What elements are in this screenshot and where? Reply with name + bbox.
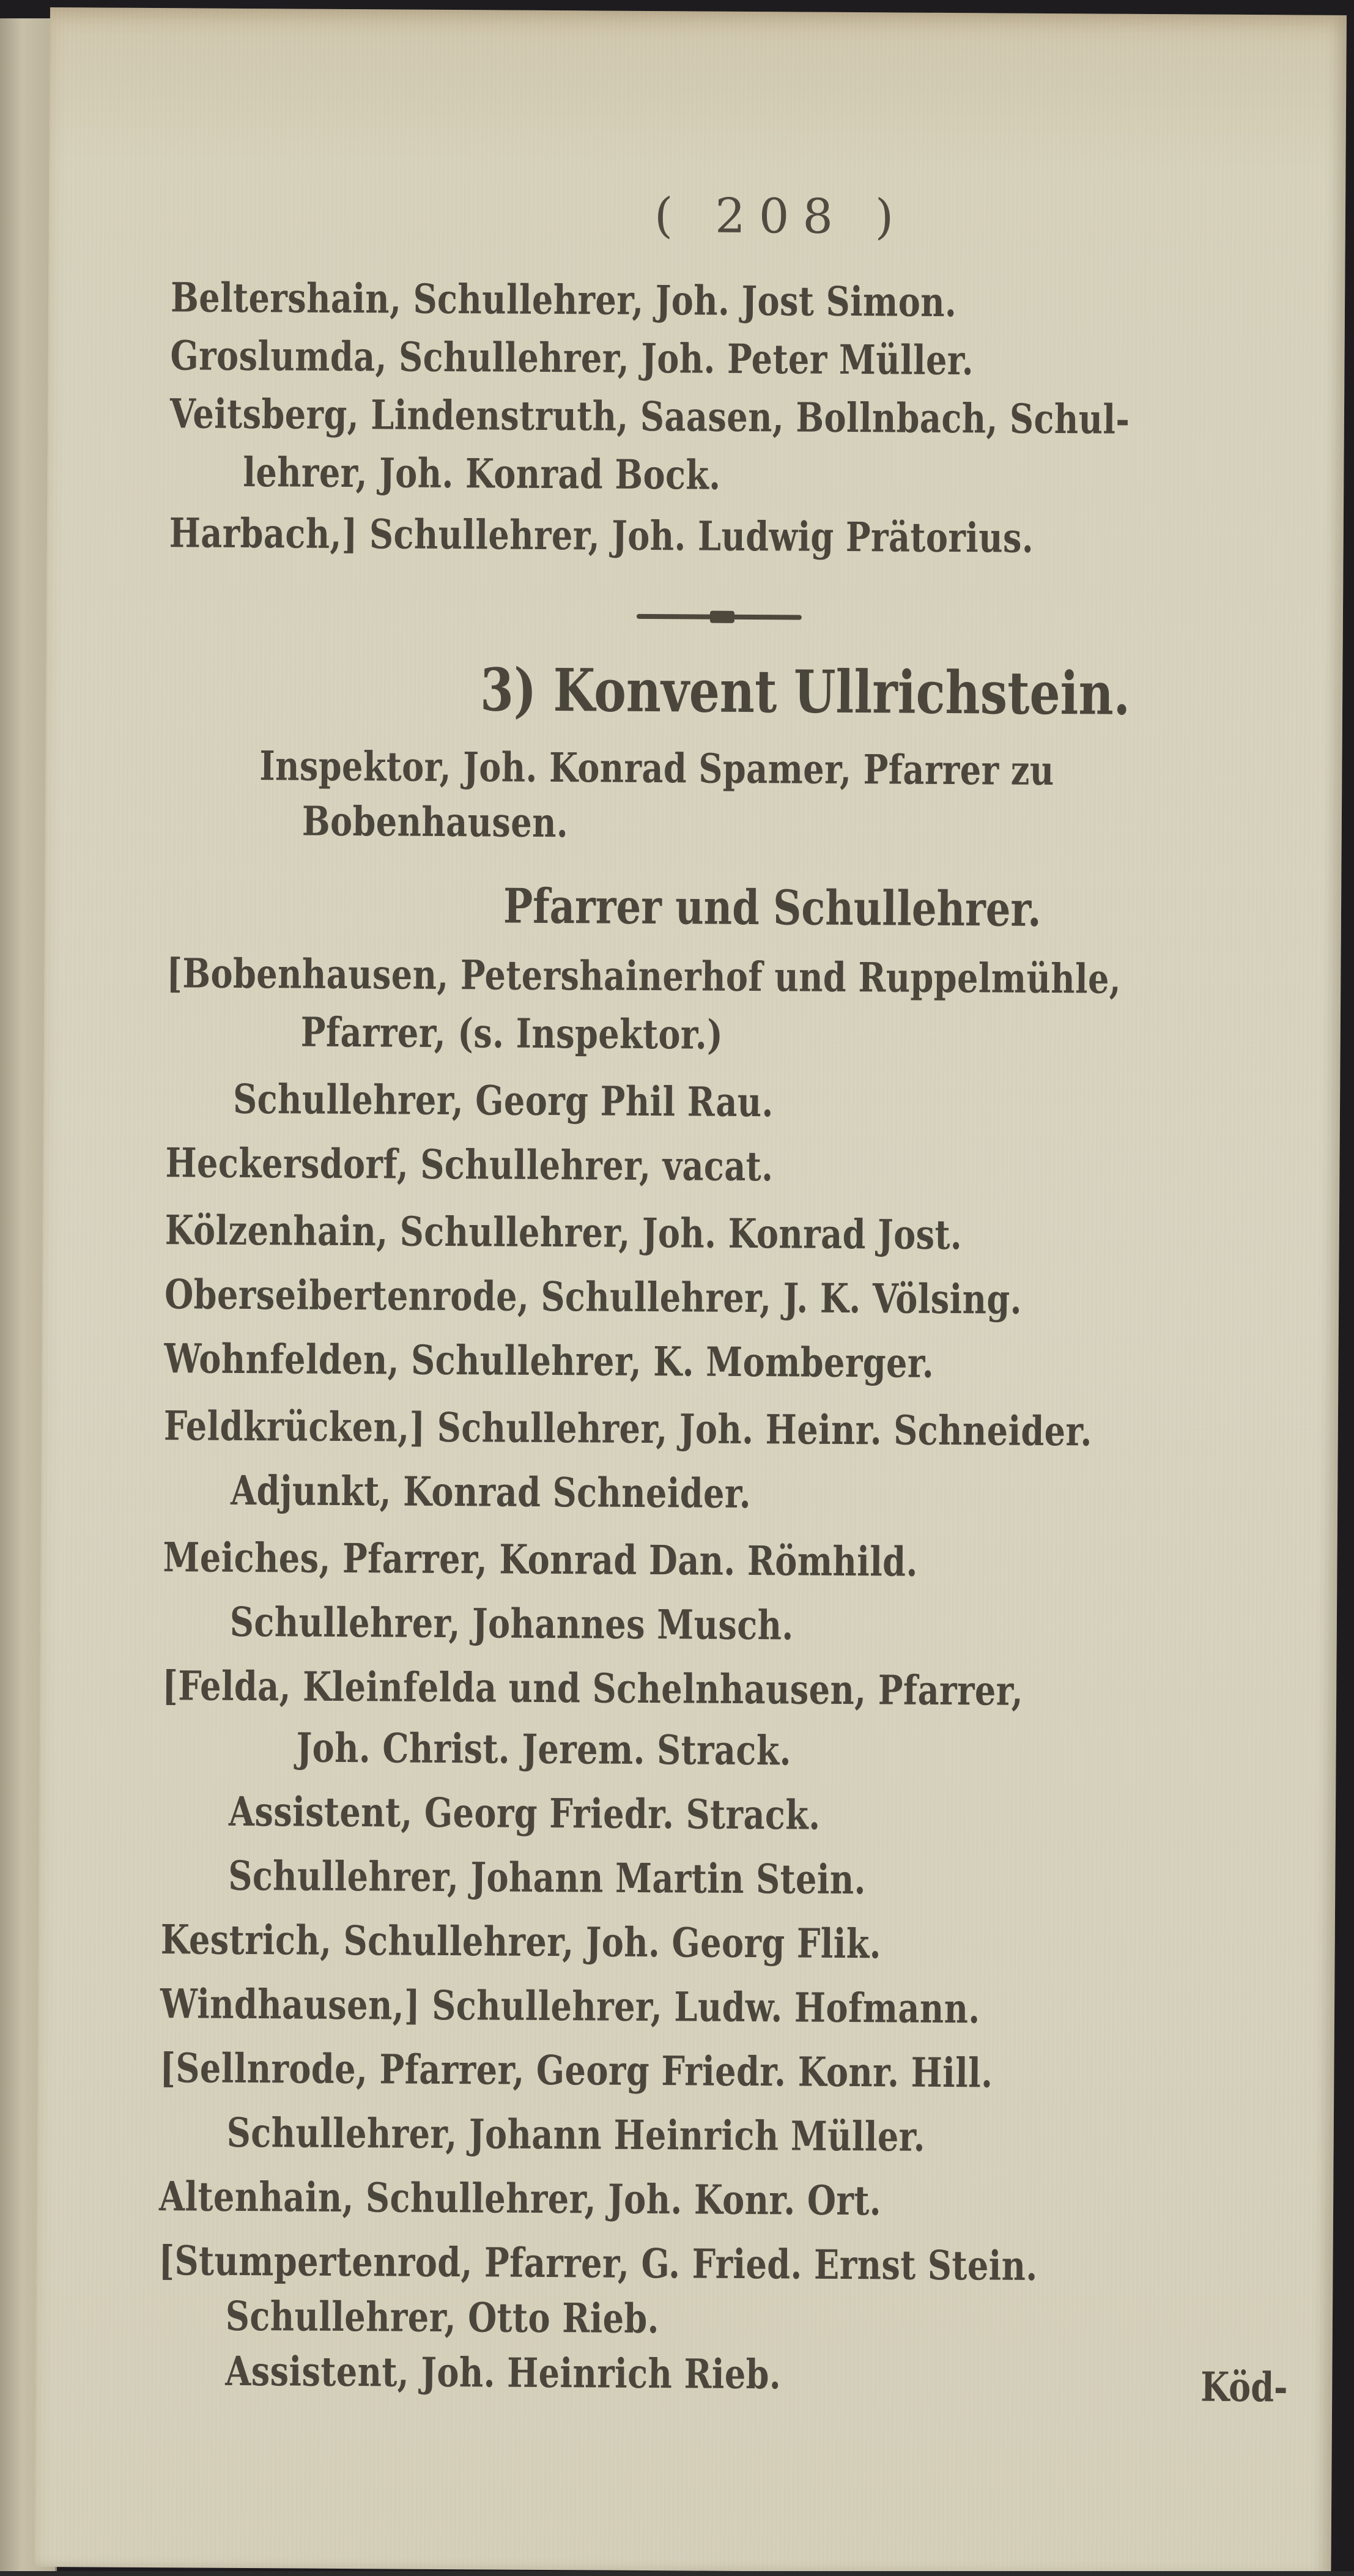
entry-line: Wohnfelden, Schullehrer, K. Momberger. [164, 1334, 934, 1387]
subheading: Pfarrer und Schullehrer. [503, 878, 1041, 938]
entry-line: [Felda, Kleinfelda und Schelnhausen, Pfarrer, [162, 1662, 1024, 1715]
entry-line: Schullehrer, Johann Heinrich Müller. [226, 2108, 926, 2161]
entry-line: Feldkrücken,] Schullehrer, Joh. Heinr. Schneider. [163, 1402, 1092, 1456]
entry-line: Adjunkt, Konrad Schneider. [230, 1466, 752, 1518]
entry-line: Windhausen,] Schullehrer, Ludw. Hofmann. [160, 1980, 980, 2033]
entry-line: [Stumpertenrod, Pfarrer, G. Fried. Ernst Stein. [158, 2237, 1038, 2290]
section-divider [637, 614, 802, 620]
book-page [34, 7, 1347, 2575]
entry-line: Pfarrer, (s. Inspektor.) [300, 1008, 723, 1059]
entry-line: Altenhain, Schullehrer, Joh. Konr. Ort. [158, 2172, 882, 2225]
entry-line: Kestrich, Schullehrer, Joh. Georg Flik. [160, 1915, 882, 1968]
inspector-line: Bobenhausen. [302, 797, 569, 847]
scan-bottom-edge [0, 2571, 1354, 2576]
entry-line: Schullehrer, Georg Phil Rau. [232, 1075, 774, 1127]
entry-line: Schullehrer, Johann Martin Stein. [228, 1851, 867, 1904]
entry-line: Assistent, Joh. Heinrich Rieb. [225, 2347, 782, 2399]
entry-line: Groslumda, Schullehrer, Joh. Peter Müller. [170, 331, 974, 385]
inspector-line: Inspektor, Joh. Konrad Spamer, Pfarrer zu [259, 742, 1054, 795]
catchword: Köd- [1200, 2363, 1288, 2411]
entry-line: lehrer, Joh. Konrad Bock. [243, 448, 721, 499]
entry-line: [Sellnrode, Pfarrer, Georg Friedr. Konr. Hill. [160, 2044, 993, 2097]
page-content [34, 7, 1347, 2575]
entry-line: Kölzenhain, Schullehrer, Joh. Konrad Jost. [165, 1206, 963, 1259]
entry-line: Assistent, Georg Friedr. Strack. [228, 1787, 821, 1839]
entry-line: Meiches, Pfarrer, Konrad Dan. Römhild. [163, 1533, 918, 1586]
entry-line: Beltershain, Schullehrer, Joh. Jost Simon. [170, 273, 957, 327]
entry-line: Schullehrer, Otto Rieb. [225, 2292, 660, 2343]
page-number: ( 208 ) [654, 188, 908, 245]
section-title: 3) Konvent Ullrichstein. [479, 655, 1131, 728]
entry-line: Veitsberg, Lindenstruth, Saasen, Bollnbach, Schul- [169, 390, 1130, 443]
entry-line: Schullehrer, Johannes Musch. [229, 1597, 794, 1649]
entry-line: Oberseibertenrode, Schullehrer, J. K. Völsing. [164, 1270, 1023, 1323]
entry-line: Joh. Christ. Jerem. Strack. [296, 1723, 792, 1775]
entry-line: Heckersdorf, Schullehrer, vacat. [165, 1139, 774, 1191]
entry-line: [Bobenhausen, Petershainerhof und Ruppelmühle, [166, 949, 1122, 1003]
entry-line: Harbach,] Schullehrer, Joh. Ludwig Prätorius. [169, 509, 1034, 562]
